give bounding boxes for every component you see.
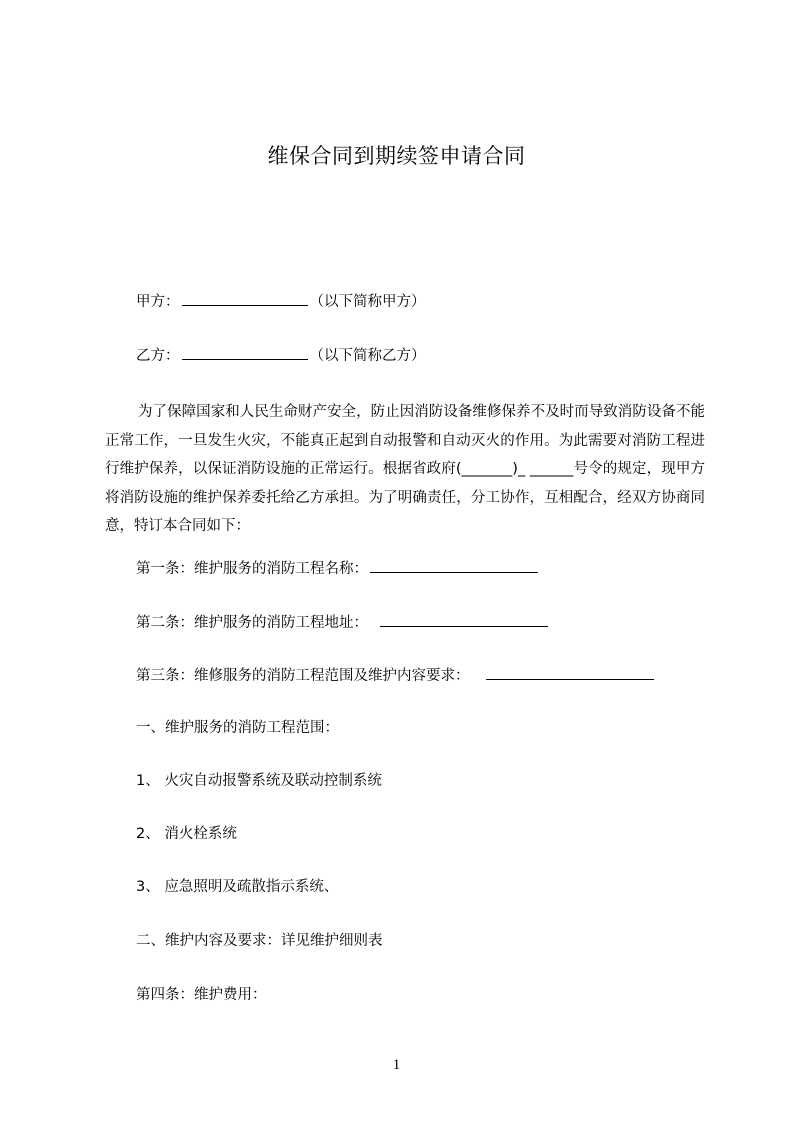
article-2-text: 第二条：维护服务的消防工程地址：: [136, 615, 368, 631]
document-title: 维保合同到期续签申请合同: [267, 144, 526, 168]
article-2-blank[interactable]: [380, 611, 548, 627]
section-1-heading: 一、维护服务的消防工程范围：: [136, 720, 339, 736]
party-a-note: （以下简称甲方）: [309, 294, 426, 310]
party-a-blank[interactable]: [182, 290, 308, 306]
intro-paragraph: 为了保障国家和人民生命财产安全，防止因消防设备维修保养不及时而导致消防设备不能正常工作，一旦发生火灾，不能真正起到自动报警和自动灭火的作用。为此需要对消防工程进行维护保养，以保证消防设施的正常运行。根据省政府(_______)_ ______号令的规定，现甲方将消防设施的维护保养委托给乙方承担。为了明确责任，分工协作，互相配合，经双方协商同意，特订本合同如下：: [105, 404, 705, 535]
article-3-text: 第三条：维修服务的消防工程范围及维护内容要求：: [136, 668, 470, 684]
article-1-line: [136, 557, 540, 579]
article-4-text: 第四条：维护费用：: [136, 987, 267, 1003]
party-b-label: 乙方：: [136, 348, 180, 364]
article-3-line: [136, 664, 656, 686]
section-2-heading: 二、维护内容及要求：详见维护细则表: [136, 933, 383, 949]
list-item: 3、 应急照明及疏散指示系统、: [136, 879, 339, 895]
article-1-text: 第一条：维护服务的消防工程名称：: [136, 561, 368, 577]
article-2-line: [136, 611, 550, 633]
party-a-label: 甲方：: [136, 294, 180, 310]
list-item: 2、 消火栓系统: [136, 826, 237, 842]
article-3-blank[interactable]: [486, 664, 654, 680]
party-b-line: [136, 344, 426, 366]
page-number: 1: [392, 1057, 401, 1073]
list-item: 1、 火灾自动报警系统及联动控制系统: [136, 773, 382, 789]
article-1-blank[interactable]: [370, 557, 538, 573]
party-a-line: [136, 290, 426, 312]
party-b-blank[interactable]: [182, 344, 308, 360]
party-b-note: （以下简称乙方）: [309, 348, 426, 364]
